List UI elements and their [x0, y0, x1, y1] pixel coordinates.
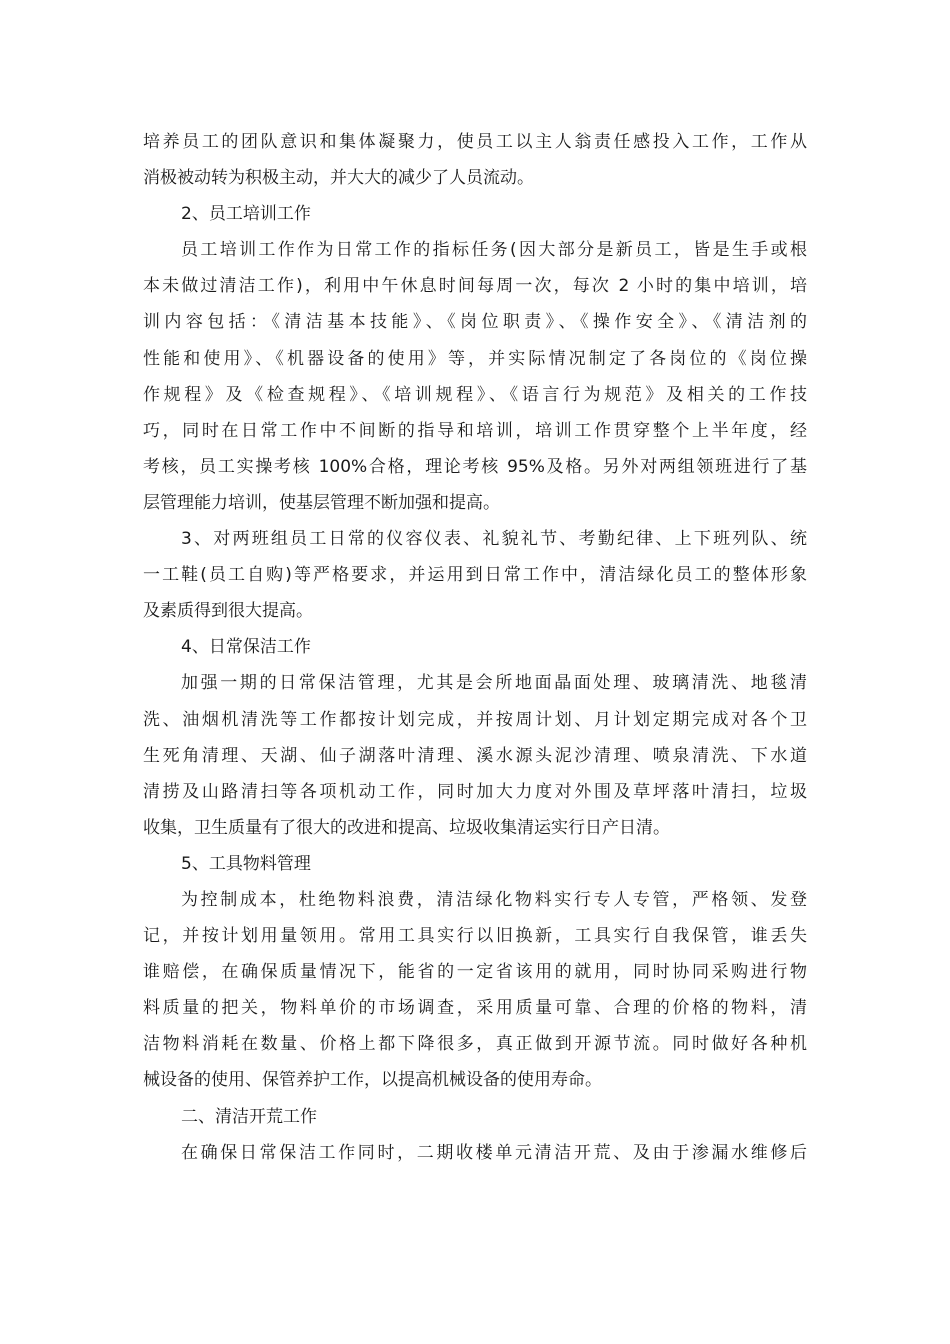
paragraph-line: 消极被动转为积极主动，并大大的减少了人员流动。	[143, 168, 534, 189]
paragraph-line: 本未做过清洁工作)，利用中午休息时间每周一次，每次 2 小时的集中培训，培	[143, 276, 807, 297]
paragraph-line: 生死角清理、天湖、仙子湖落叶清理、溪水源头泥沙清理、喷泉清洗、下水道	[143, 745, 807, 766]
paragraph-first-line: 为控制成本，杜绝物料浪费，清洁绿化物料实行专人专管，严格领、发登	[181, 889, 807, 910]
document-body	[143, 124, 807, 1171]
paragraph-first-line: 加强一期的日常保洁管理，尤其是会所地面晶面处理、玻璃清洗、地毯清	[181, 673, 807, 694]
paragraph-line: 培养员工的团队意识和集体凝聚力，使员工以主人翁责任感投入工作，工作从	[143, 132, 807, 152]
paragraph-line: 记，并按计划用量领用。常用工具实行以旧换新，工具实行自我保管，谁丢失	[143, 926, 807, 947]
paragraph-line: 一工鞋(员工自购)等严格要求，并运用到日常工作中，清洁绿化员工的整体形象	[143, 565, 807, 586]
paragraph-line: 性能和使用》、《机器设备的使用》等，并实际情况制定了各岗位的《岗位操	[143, 348, 807, 369]
paragraph-line: 巧，同时在日常工作中不间断的指导和培训，培训工作贯穿整个上半年度，经	[143, 420, 807, 441]
paragraph-line: 考核，员工实操考核 100%合格，理论考核 95%及格。另外对两组领班进行了基	[143, 456, 807, 477]
paragraph-first-line: 二、清洁开荒工作	[181, 1106, 317, 1127]
paragraph-line: 收集，卫生质量有了很大的改进和提高、垃圾收集清运实行日产日清。	[143, 817, 670, 838]
paragraph-line: 谁赔偿，在确保质量情况下，能省的一定省该用的就用，同时协同采购进行物	[143, 962, 807, 983]
paragraph-first-line: 4、日常保洁工作	[181, 637, 311, 658]
paragraph-line: 层管理能力培训，使基层管理不断加强和提高。	[143, 492, 500, 513]
paragraph-line: 及素质得到很大提高。	[143, 601, 313, 622]
paragraph-first-line: 3、对两班组员工日常的仪容仪表、礼貌礼节、考勤纪律、上下班列队、统	[181, 529, 807, 550]
paragraph-line: 洁物料消耗在数量、价格上都下降很多，真正做到开源节流。同时做好各种机	[143, 1034, 807, 1055]
paragraph-line: 洗、油烟机清洗等工作都按计划完成，并按周计划、月计划定期完成对各个卫	[143, 709, 807, 730]
paragraph-line: 作规程》及《检查规程》、《培训规程》、《语言行为规范》及相关的工作技	[143, 384, 807, 405]
paragraph-first-line: 在确保日常保洁工作同时，二期收楼单元清洁开荒、及由于渗漏水维修后	[181, 1142, 807, 1163]
paragraph-line: 械设备的使用、保管养护工作，以提高机械设备的使用寿命。	[143, 1070, 602, 1091]
paragraph-first-line: 员工培训工作作为日常工作的指标任务(因大部分是新员工，皆是生手或根	[181, 240, 807, 261]
paragraph-line: 训内容包括：《清洁基本技能》、《岗位职责》、《操作安全》、《清洁剂的	[143, 312, 807, 333]
paragraph-line: 清捞及山路清扫等各项机动工作，同时加大力度对外围及草坪落叶清扫，垃圾	[143, 781, 807, 802]
paragraph-line: 料质量的把关，物料单价的市场调查，采用质量可靠、合理的价格的物料，清	[143, 998, 807, 1019]
paragraph-first-line: 2、员工培训工作	[181, 204, 311, 225]
paragraph-first-line: 5、工具物料管理	[181, 853, 311, 874]
